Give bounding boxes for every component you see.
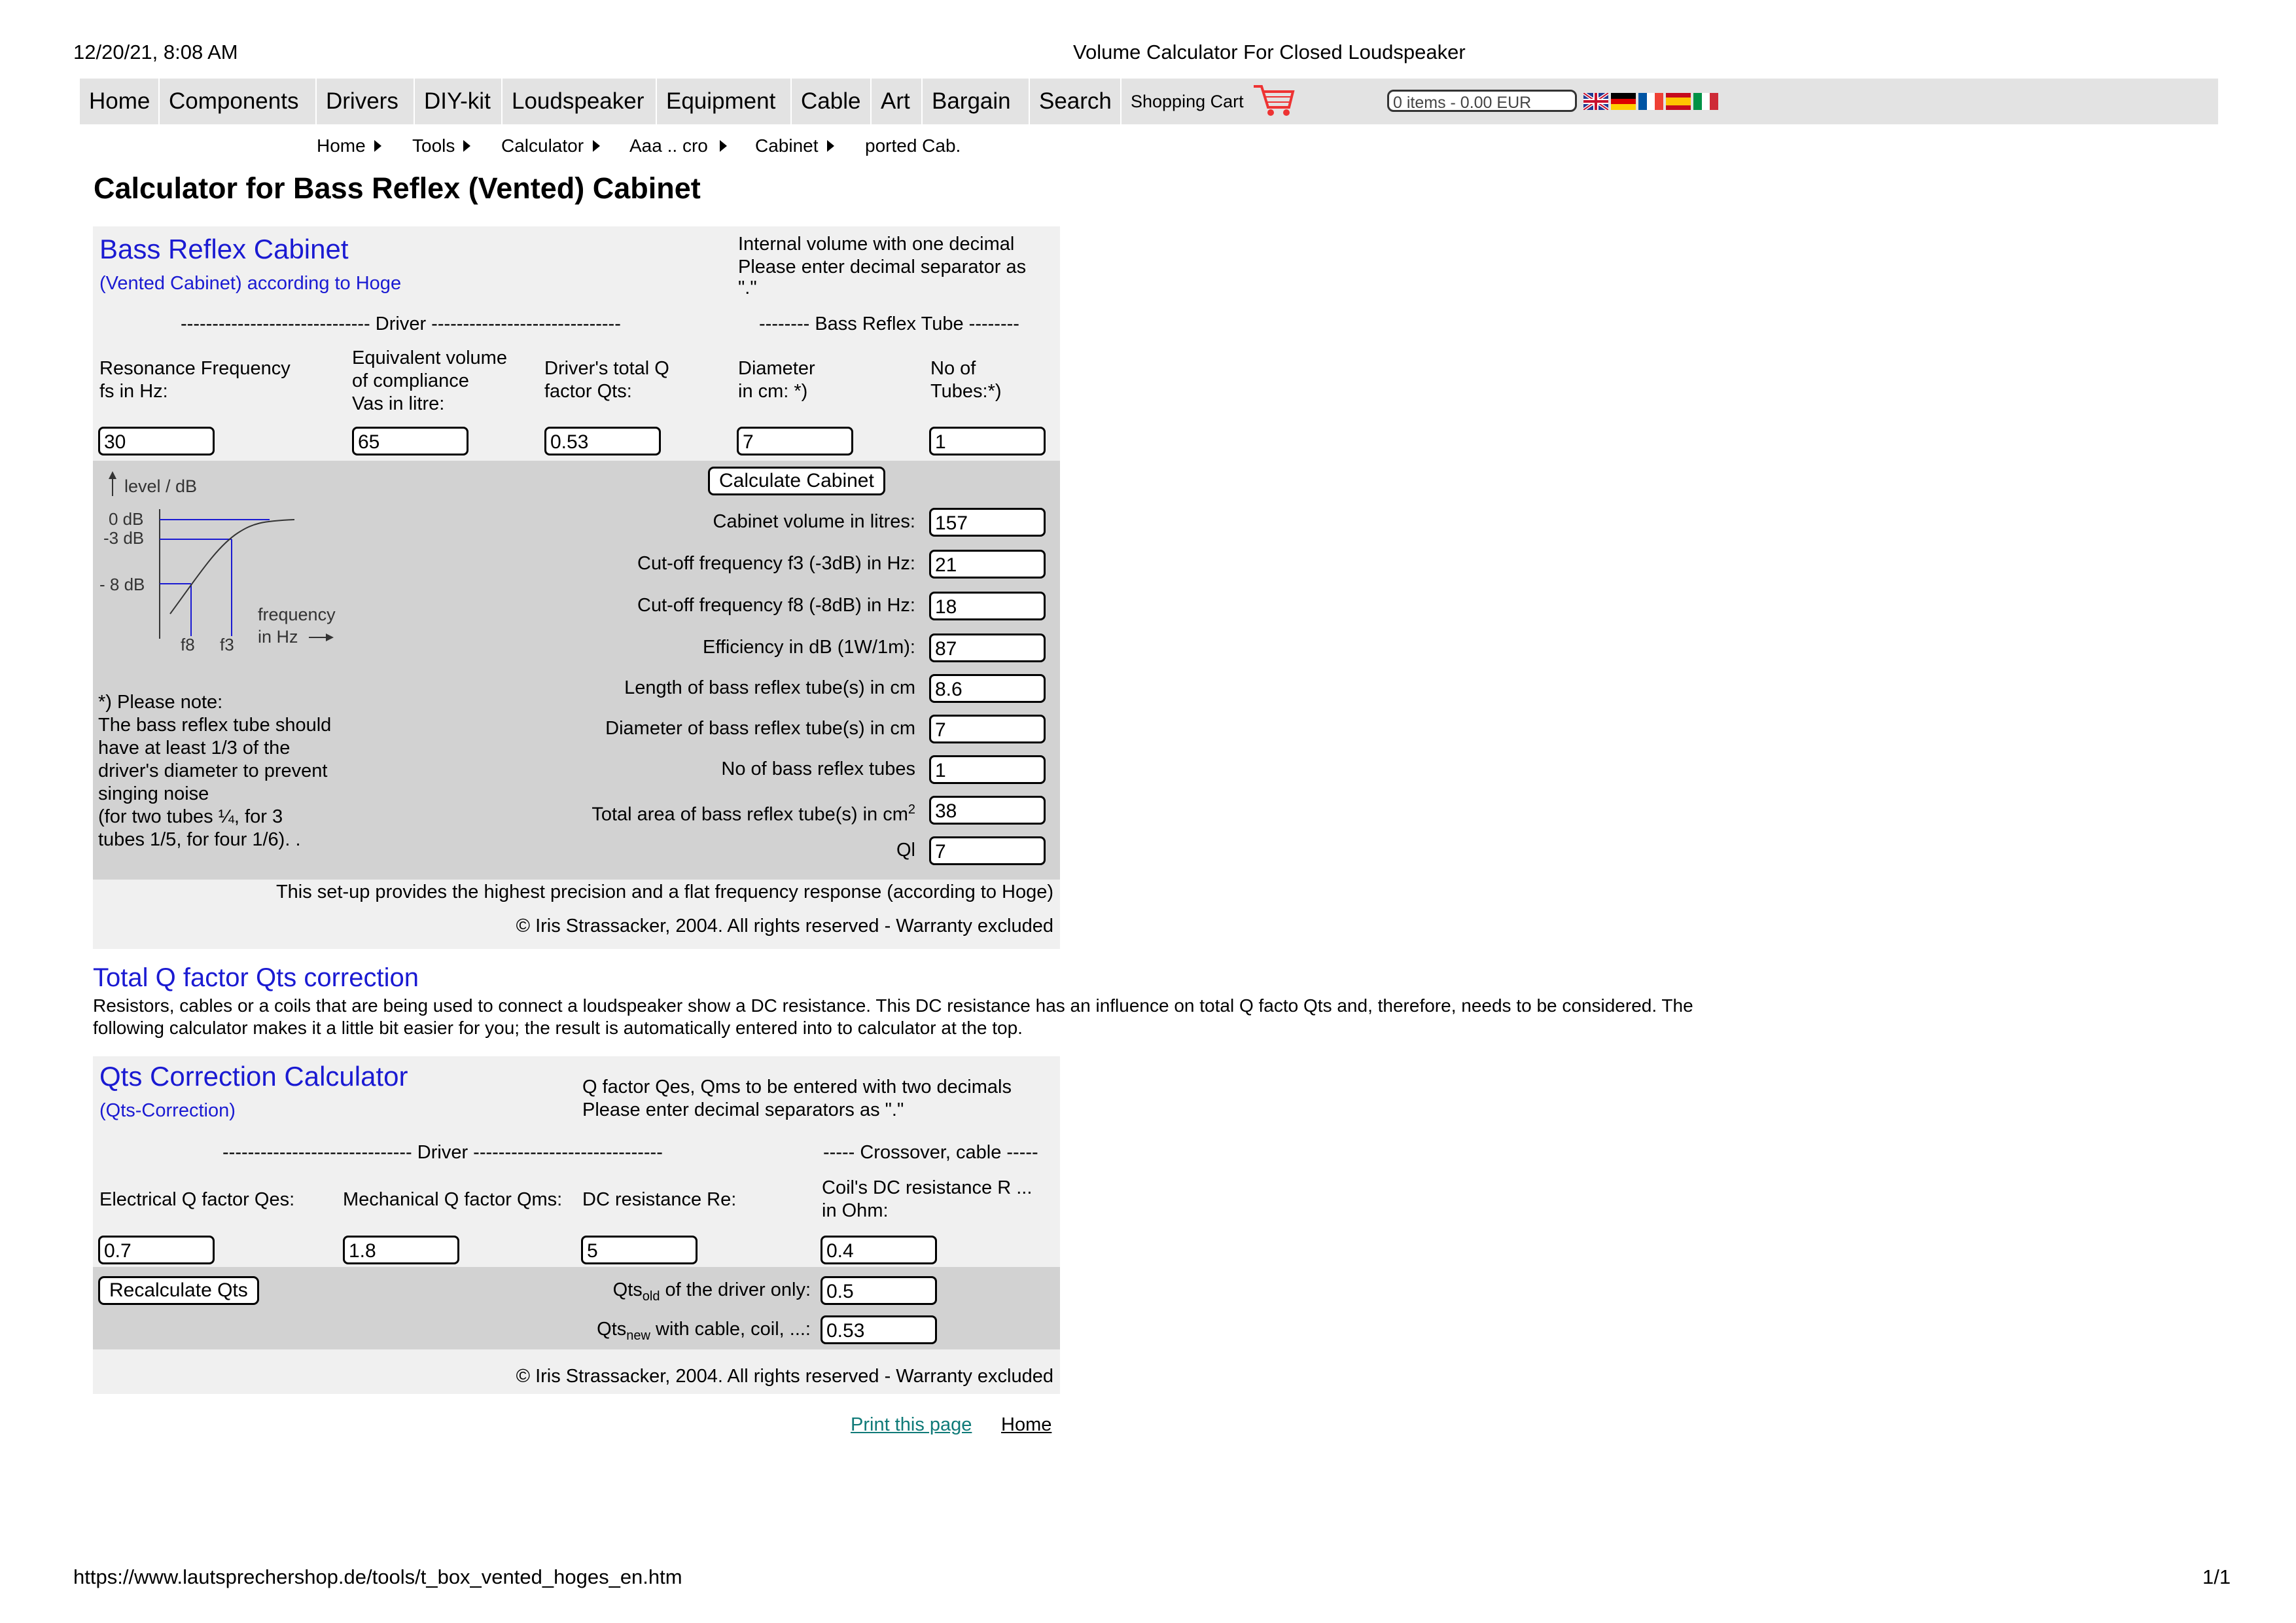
result-volume[interactable]: 157	[929, 508, 1046, 537]
coil-label-1: Coil's DC resistance R ...	[822, 1177, 1033, 1198]
right-arrow-icon	[326, 633, 334, 641]
qms-label: Mechanical Q factor Qms:	[343, 1189, 563, 1210]
qts-input[interactable]: 0.53	[544, 427, 661, 455]
diagram-label-3db: -3 dB	[103, 528, 145, 548]
qts-new-post: with cable, coil, ...:	[650, 1319, 811, 1340]
qts-driver-divider: ------------------------------ Driver ------------------------------	[222, 1142, 663, 1163]
vas-label-3: Vas in litre:	[352, 393, 445, 414]
bass-reflex-heading: Bass Reflex Cabinet	[99, 234, 349, 264]
result-label-volume: Cabinet volume in litres:	[713, 511, 915, 532]
nav-components[interactable]: Components	[160, 79, 317, 124]
diagram-ylabel: level / dB	[124, 476, 198, 496]
print-link-wrap	[851, 1414, 972, 1436]
result-label-tube-length: Length of bass reflex tube(s) in cm	[624, 677, 915, 698]
qts-new-sub: new	[626, 1328, 650, 1343]
note-line: The bass reflex tube should	[98, 715, 332, 736]
decimal-hint-2: Please enter decimal separator as	[738, 257, 1027, 277]
qts-old-value[interactable]: 0.5	[821, 1276, 937, 1305]
bass-reflex-subheading: (Vented Cabinet) according to Hoge	[99, 273, 402, 294]
result-tube-count[interactable]: 1	[929, 755, 1046, 784]
note-line: have at least 1/3 of the	[98, 738, 291, 758]
result-label-f3: Cut-off frequency f3 (-3dB) in Hz:	[637, 553, 915, 574]
coil-label-2: in Ohm:	[822, 1200, 889, 1221]
result-tube-length[interactable]: 8.6	[929, 674, 1046, 703]
qts-label-1: Driver's total Q	[544, 358, 669, 379]
qes-input[interactable]: 0.7	[98, 1236, 215, 1264]
note-line: singing noise	[98, 783, 209, 804]
diagram-f3: f3	[220, 635, 234, 654]
page-title: Calculator for Bass Reflex (Vented) Cabinet	[94, 171, 701, 205]
qts-intro-line-1: Resistors, cables or a coils that are being used to connect a loudspeaker show a DC resistance. This DC resistance has an influence on total Q facto Qts and, therefore, needs to be considered. The	[93, 995, 1693, 1016]
home-link-wrap	[1001, 1414, 1051, 1436]
result-label-tube-area	[592, 798, 915, 827]
result-label-efficiency: Efficiency in dB (1W/1m):	[702, 637, 915, 658]
crumb-calculator[interactable]: Calculator	[501, 135, 584, 156]
fs-label-1: Resonance Frequency	[99, 358, 291, 379]
qts-intro-line-2: following calculator makes it a little bit easier for you; the result is automatically entered into to calculator at the top.	[93, 1018, 1023, 1038]
tube-count-input[interactable]: 1	[929, 427, 1046, 455]
calculate-cabinet-button[interactable]: Calculate Cabinet	[708, 467, 885, 495]
tube-note	[98, 691, 331, 851]
french-flag-icon[interactable]	[1638, 93, 1663, 110]
fs-input[interactable]: 30	[98, 427, 215, 455]
re-input[interactable]: 5	[581, 1236, 698, 1264]
crumb-ported-cab: ported Cab.	[865, 135, 961, 156]
nav-drivers[interactable]: Drivers	[317, 79, 415, 124]
nav-equipment[interactable]: Equipment	[657, 79, 792, 124]
nav-diy-kit[interactable]: DIY-kit	[415, 79, 503, 124]
result-tube-diameter[interactable]: 7	[929, 715, 1046, 743]
tubes-label-2: Tubes:*)	[930, 381, 1002, 402]
result-f3[interactable]: 21	[929, 550, 1046, 579]
result-efficiency[interactable]: 87	[929, 633, 1046, 662]
note-line: driver's diameter to prevent	[98, 760, 328, 781]
frequency-response-diagram	[98, 469, 347, 665]
uk-flag-icon[interactable]	[1583, 93, 1608, 110]
qts-label-2: factor Qts:	[544, 381, 632, 402]
bass-reflex-copyright: © Iris Strassacker, 2004. All rights reserved - Warranty excluded	[516, 916, 1053, 936]
diagram-label-0db: 0 dB	[109, 509, 144, 529]
decimal-hint-1: Internal volume with one decimal	[738, 234, 1015, 255]
qts-calc-subheading: (Qts-Correction)	[99, 1100, 236, 1121]
qts-hint-2: Please enter decimal separators as "."	[582, 1099, 904, 1120]
qts-crossover-divider: ----- Crossover, cable -----	[823, 1142, 1038, 1163]
note-line: (for two tubes ¼, for 3	[98, 806, 283, 827]
qms-input[interactable]: 1.8	[343, 1236, 459, 1264]
recalculate-qts-button[interactable]: Recalculate Qts	[98, 1276, 259, 1305]
qes-label: Electrical Q factor Qes:	[99, 1189, 295, 1210]
driver-divider: ------------------------------ Driver ------------------------------	[181, 313, 621, 334]
qts-correction-heading: Total Q factor Qts correction	[93, 963, 419, 992]
crumb-arrow-icon	[720, 140, 727, 152]
qts-copyright: © Iris Strassacker, 2004. All rights reserved - Warranty excluded	[516, 1366, 1053, 1387]
diagram-label-8db: - 8 dB	[99, 575, 145, 594]
fs-label-2: fs in Hz:	[99, 381, 168, 402]
crumb-aaa-cro[interactable]: Aaa .. cro	[629, 135, 708, 156]
qts-new-value[interactable]: 0.53	[821, 1315, 937, 1344]
diagram-xlabel-2: in Hz	[258, 627, 298, 647]
result-f8[interactable]: 18	[929, 592, 1046, 620]
main-nav	[80, 79, 2218, 124]
print-title: Volume Calculator For Closed Loudspeaker	[1073, 41, 1466, 63]
qts-old-label	[613, 1279, 811, 1308]
coil-resistance-input[interactable]: 0.4	[821, 1236, 937, 1264]
result-label-tube-diameter: Diameter of bass reflex tube(s) in cm	[605, 718, 915, 739]
nav-search[interactable]: Search	[1030, 79, 1122, 124]
re-label: DC resistance Re:	[582, 1189, 737, 1210]
crumb-home[interactable]: Home	[317, 135, 366, 156]
decimal-hint-3: "."	[738, 277, 757, 298]
qts-new-label	[597, 1318, 811, 1347]
nav-cable[interactable]: Cable	[792, 79, 872, 124]
diagram-f8: f8	[181, 635, 195, 654]
print-page-link[interactable]: Print this page	[851, 1414, 972, 1435]
diagram-xlabel-1: frequency	[258, 605, 336, 624]
nav-loudspeaker[interactable]: Loudspeaker	[503, 79, 657, 124]
result-label-tube-count: No of bass reflex tubes	[721, 758, 915, 779]
result-label-f8: Cut-off frequency f8 (-8dB) in Hz:	[637, 595, 915, 616]
cart-status[interactable]: 0 items - 0.00 EUR	[1387, 90, 1577, 112]
tubes-label-1: No of	[930, 358, 976, 379]
qts-calc-heading: Qts Correction Calculator	[99, 1061, 408, 1092]
qts-old-pre: Qts	[612, 1279, 643, 1300]
qts-old-post: of the driver only:	[660, 1279, 811, 1300]
tube-divider: -------- Bass Reflex Tube --------	[759, 313, 1019, 334]
print-datetime: 12/20/21, 8:08 AM	[73, 41, 238, 63]
qts-new-pre: Qts	[597, 1319, 627, 1340]
print-url: https://www.lautsprechershop.de/tools/t_box_vented_hoges_en.htm	[73, 1565, 682, 1588]
qts-old-sub: old	[642, 1289, 660, 1304]
vas-label-2: of compliance	[352, 370, 469, 391]
crumb-arrow-icon	[463, 140, 470, 152]
home-link[interactable]: Home	[1001, 1414, 1052, 1435]
tube-diameter-input[interactable]: 7	[737, 427, 853, 455]
result-tube-area[interactable]: 38	[929, 796, 1046, 825]
crumb-tools[interactable]: Tools	[412, 135, 455, 156]
print-page-number: 1/1	[2202, 1565, 2231, 1588]
bass-reflex-footer-1: This set-up provides the highest precision and a flat frequency response (according to Hoge)	[275, 882, 1053, 902]
spanish-flag-icon[interactable]	[1666, 93, 1691, 110]
result-ql[interactable]: 7	[929, 836, 1046, 865]
diameter-label-1: Diameter	[738, 358, 815, 379]
up-arrow-icon	[109, 471, 116, 479]
vas-input[interactable]: 65	[352, 427, 468, 455]
crumb-arrow-icon	[374, 140, 381, 152]
vas-label-1: Equivalent volume	[352, 348, 507, 368]
tube-area-label-text: Total area of bass reflex tube(s) in cm	[592, 804, 908, 825]
nav-home[interactable]: Home	[80, 79, 160, 124]
shopping-cart-icon[interactable]	[1251, 80, 1297, 119]
nav-shopping-cart[interactable]: Shopping Cart	[1131, 92, 1244, 111]
nav-bargain[interactable]: Bargain	[923, 79, 1030, 124]
nav-art[interactable]: Art	[872, 79, 923, 124]
italian-flag-icon[interactable]	[1693, 93, 1718, 110]
result-label-ql: Ql	[896, 840, 915, 861]
tube-area-unit-sup: 2	[908, 802, 915, 817]
diameter-label-2: in cm: *)	[738, 381, 808, 402]
note-line: *) Please note:	[98, 692, 223, 713]
crumb-cabinet[interactable]: Cabinet	[755, 135, 819, 156]
crumb-arrow-icon	[593, 140, 600, 152]
qts-hint-1: Q factor Qes, Qms to be entered with two decimals	[582, 1077, 1012, 1097]
crumb-arrow-icon	[827, 140, 834, 152]
note-line: tubes 1/5, for four 1/6). .	[98, 829, 301, 850]
german-flag-icon[interactable]	[1611, 93, 1636, 110]
